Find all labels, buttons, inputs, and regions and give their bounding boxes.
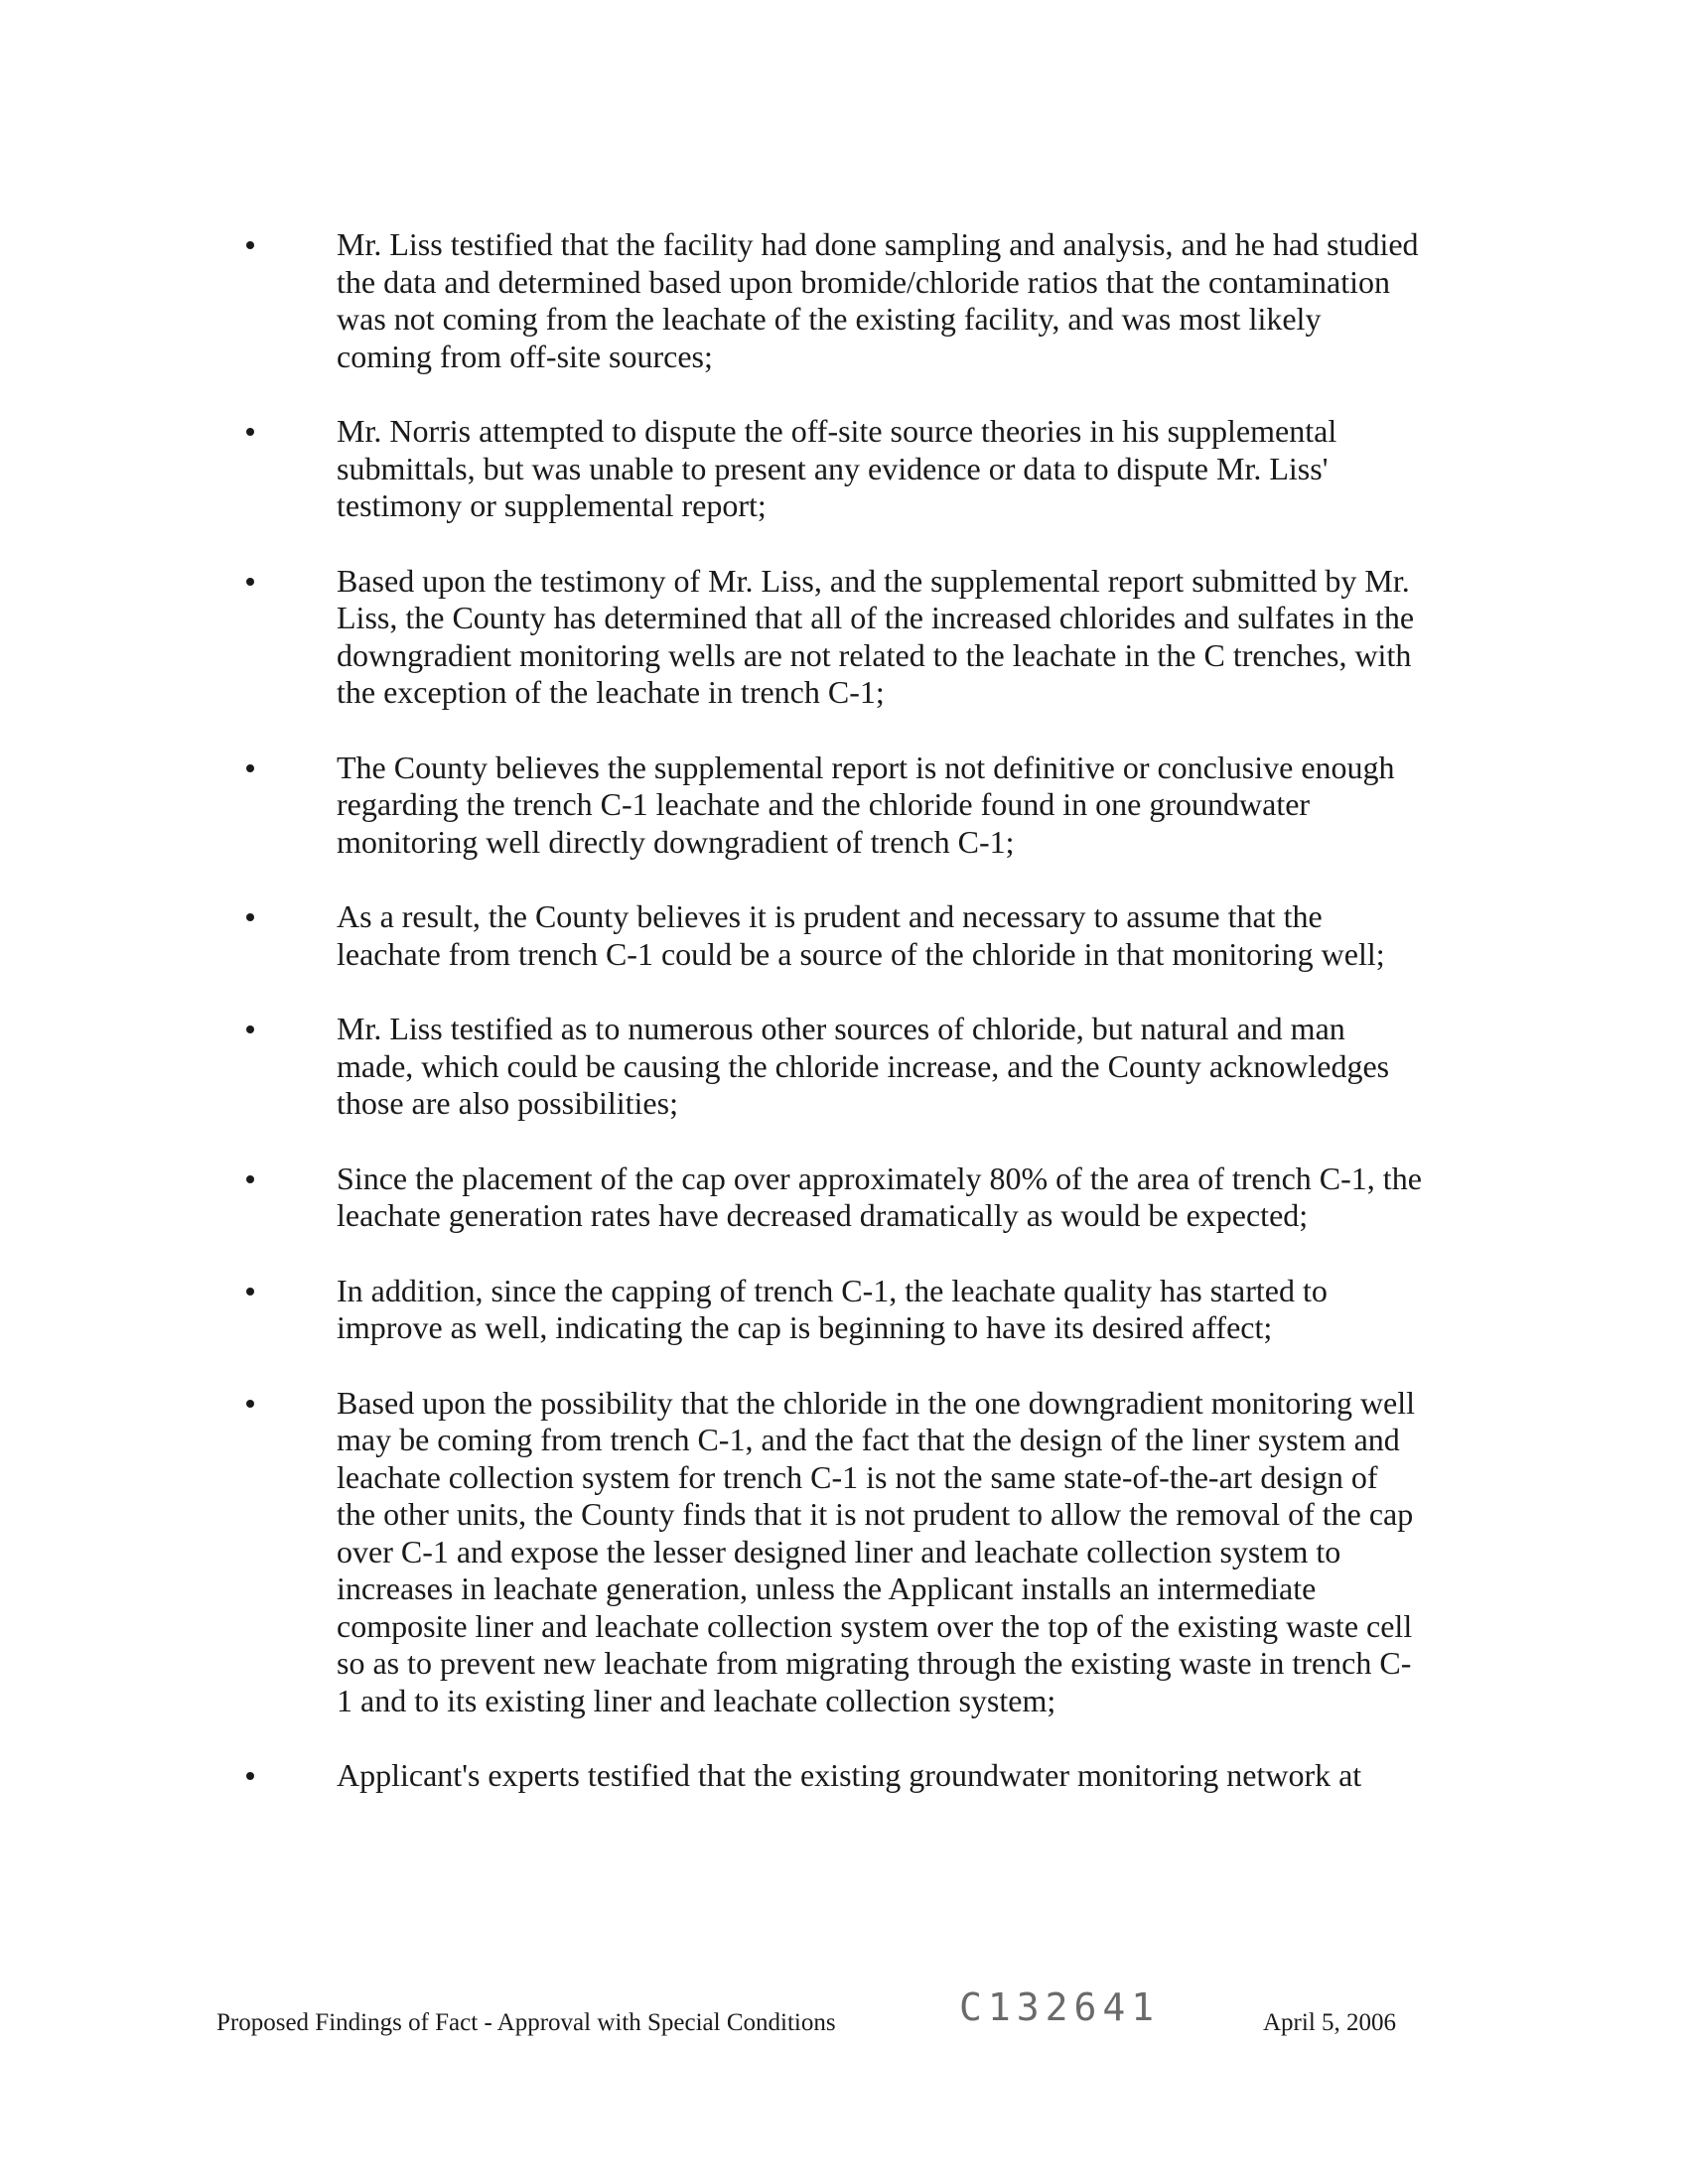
bullet-icon xyxy=(246,1772,254,1780)
bullet-icon xyxy=(246,1175,254,1183)
findings-list xyxy=(246,226,1438,1833)
list-item xyxy=(246,1273,1438,1347)
finding-text: Mr. Liss testified that the facility had done sampling and analysis, and he had studied the data and determined based upon bromide/chloride ratios that the contamination was not coming from the leachate of the existing facility, and was most likely coming from off-site sources; xyxy=(337,226,1419,374)
bullet-icon xyxy=(246,428,254,436)
finding-text: Mr. Liss testified as to numerous other sources of chloride, but natural and man made, which could be causing the chloride increase, and the County acknowledges those are also possibilities; xyxy=(337,1011,1390,1121)
bullet-icon xyxy=(246,578,254,586)
list-item xyxy=(246,226,1438,375)
footer-date: April 5, 2006 xyxy=(1263,2009,1397,2036)
list-item xyxy=(246,750,1438,862)
footer-title: Proposed Findings of Fact - Approval with Special Conditions xyxy=(216,2009,836,2036)
list-item xyxy=(246,898,1438,973)
finding-text: Applicant's experts testified that the existing groundwater monitoring network at xyxy=(337,1757,1362,1793)
bullet-icon xyxy=(246,1400,254,1408)
list-item xyxy=(246,1757,1438,1795)
finding-text: Based upon the possibility that the chloride in the one downgradient monitoring well may be coming from trench C-1, and the fact that the design of the liner system and leachate collection system for trench C-1 is not the same state-of-the-art design of the other units, the County finds that it is not prudent to allow the removal of the cap over C-1 and expose the lesser designed liner and leachate collection system to increases in leachate generation, unless the Applicant installs an intermediate composite liner and leachate collection system over the top of the existing waste cell so as to prevent new leachate from migrating through the existing waste in trench C-1 and to its existing liner and leachate collection system; xyxy=(337,1384,1416,1718)
list-item xyxy=(246,563,1438,712)
finding-text: In addition, since the capping of trench C-1, the leachate quality has started to improve as well, indicating the cap is beginning to have its desired affect; xyxy=(337,1272,1328,1345)
finding-text: Mr. Norris attempted to dispute the off-site source theories in his supplemental submittals, but was unable to present any evidence or data to dispute Mr. Liss' testimony or supplemental report; xyxy=(337,413,1337,523)
list-item xyxy=(246,413,1438,525)
list-item xyxy=(246,1011,1438,1123)
finding-text: As a result, the County believes it is prudent and necessary to assume that the leachate from trench C-1 could be a source of the chloride in that monitoring well; xyxy=(337,898,1385,972)
bullet-icon xyxy=(246,241,254,249)
finding-text: Based upon the testimony of Mr. Liss, and the supplemental report submitted by Mr. Liss, the County has determined that all of the increased chlorides and sulfates in the downgradient monitoring wells are not related to the leachate in the C trenches, with the exception of the leachate in trench C-1; xyxy=(337,562,1415,710)
list-item xyxy=(246,1385,1438,1720)
finding-text: Since the placement of the cap over approximately 80% of the area of trench C-1, the leachate generation rates have decreased dramatically as would be expected; xyxy=(337,1160,1422,1233)
list-item xyxy=(246,1160,1438,1235)
bullet-icon xyxy=(246,764,254,772)
bates-stamp: C132641 xyxy=(959,1985,1161,2029)
bullet-icon xyxy=(246,1288,254,1296)
bullet-icon xyxy=(246,913,254,921)
bullet-icon xyxy=(246,1025,254,1033)
finding-text: The County believes the supplemental report is not definitive or conclusive enough regarding the trench C-1 leachate and the chloride found in one groundwater monitoring well directly downgradient of trench C-1; xyxy=(337,749,1395,860)
page-footer xyxy=(0,1985,1684,2045)
